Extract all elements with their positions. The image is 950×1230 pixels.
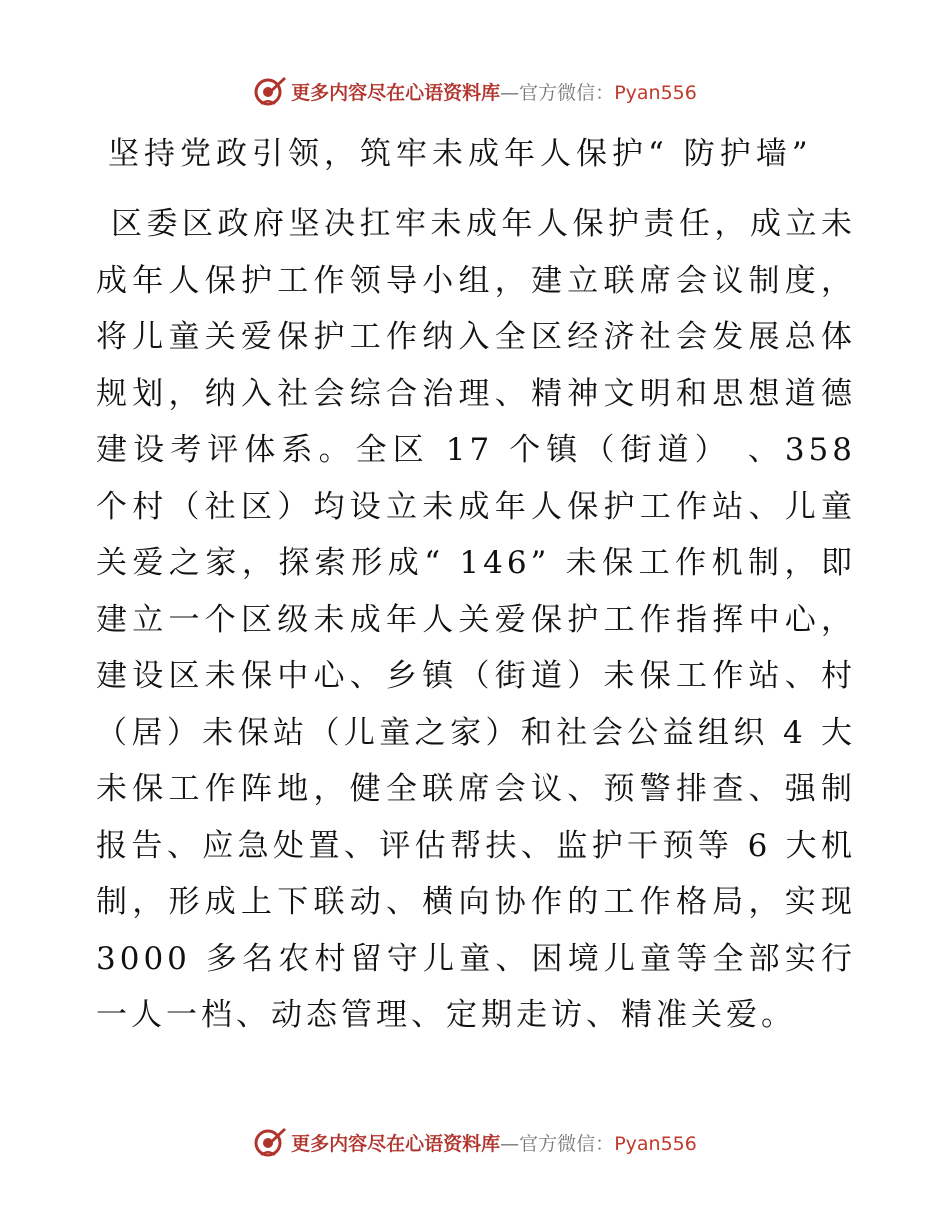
footer-banner-content (253, 1125, 697, 1159)
footer-wechat-label: 官方微信： (519, 1132, 615, 1155)
pen-logo-icon (253, 1125, 287, 1159)
pen-logo-icon (253, 74, 287, 108)
footer-dash: — (500, 1132, 520, 1155)
header-wechat-label: 官方微信： (519, 81, 615, 104)
document-body-paragraph: 区委区政府坚决扛牢未成年人保护责任，成立未成年人保护工作领导小组，建立联席会议制度，将儿童关爱保护工作纳入全区经济社会发展总体规划，纳入社会综合治理、精神文明和思想道德建设考评体系。全区 17 个镇（街道） 、358 个村（社区）均设立未成年人保护工作站、儿童关爱之家，探索形成“ 146” 未保工作机制，即建立一个区级未成年人关爱保护工作指挥中心，建设区未保中心、乡镇（街道）未保工作站、村（居）未保站（儿童之家）和社会公益组织 4 大未保工作阵地，健全联席会议、预警排查、强制报告、应急处置、评估帮扶、监护干预等 6 大机制，形成上下联动、横向协作的工作格局，实现 3000 多名农村留守儿童、困境儿童等全部实行一人一档、动态管理、定期走访、精准关爱。 (96, 206, 856, 1033)
header-dash: — (500, 81, 520, 104)
header-site-text: 更多内容尽在心语资料库 (291, 81, 501, 104)
footer-site-text: 更多内容尽在心语资料库 (291, 1132, 501, 1155)
header-banner-text (291, 78, 697, 105)
header-banner (0, 74, 950, 108)
footer-wechat-id: Pyan556 (614, 1132, 697, 1155)
header-banner-content (253, 74, 697, 108)
header-wechat-id: Pyan556 (614, 81, 697, 104)
footer-banner (0, 1125, 950, 1159)
document-title: 坚持党政引领，筑牢未成年人保护“ 防护墙” (108, 136, 813, 172)
footer-banner-text (291, 1129, 697, 1156)
